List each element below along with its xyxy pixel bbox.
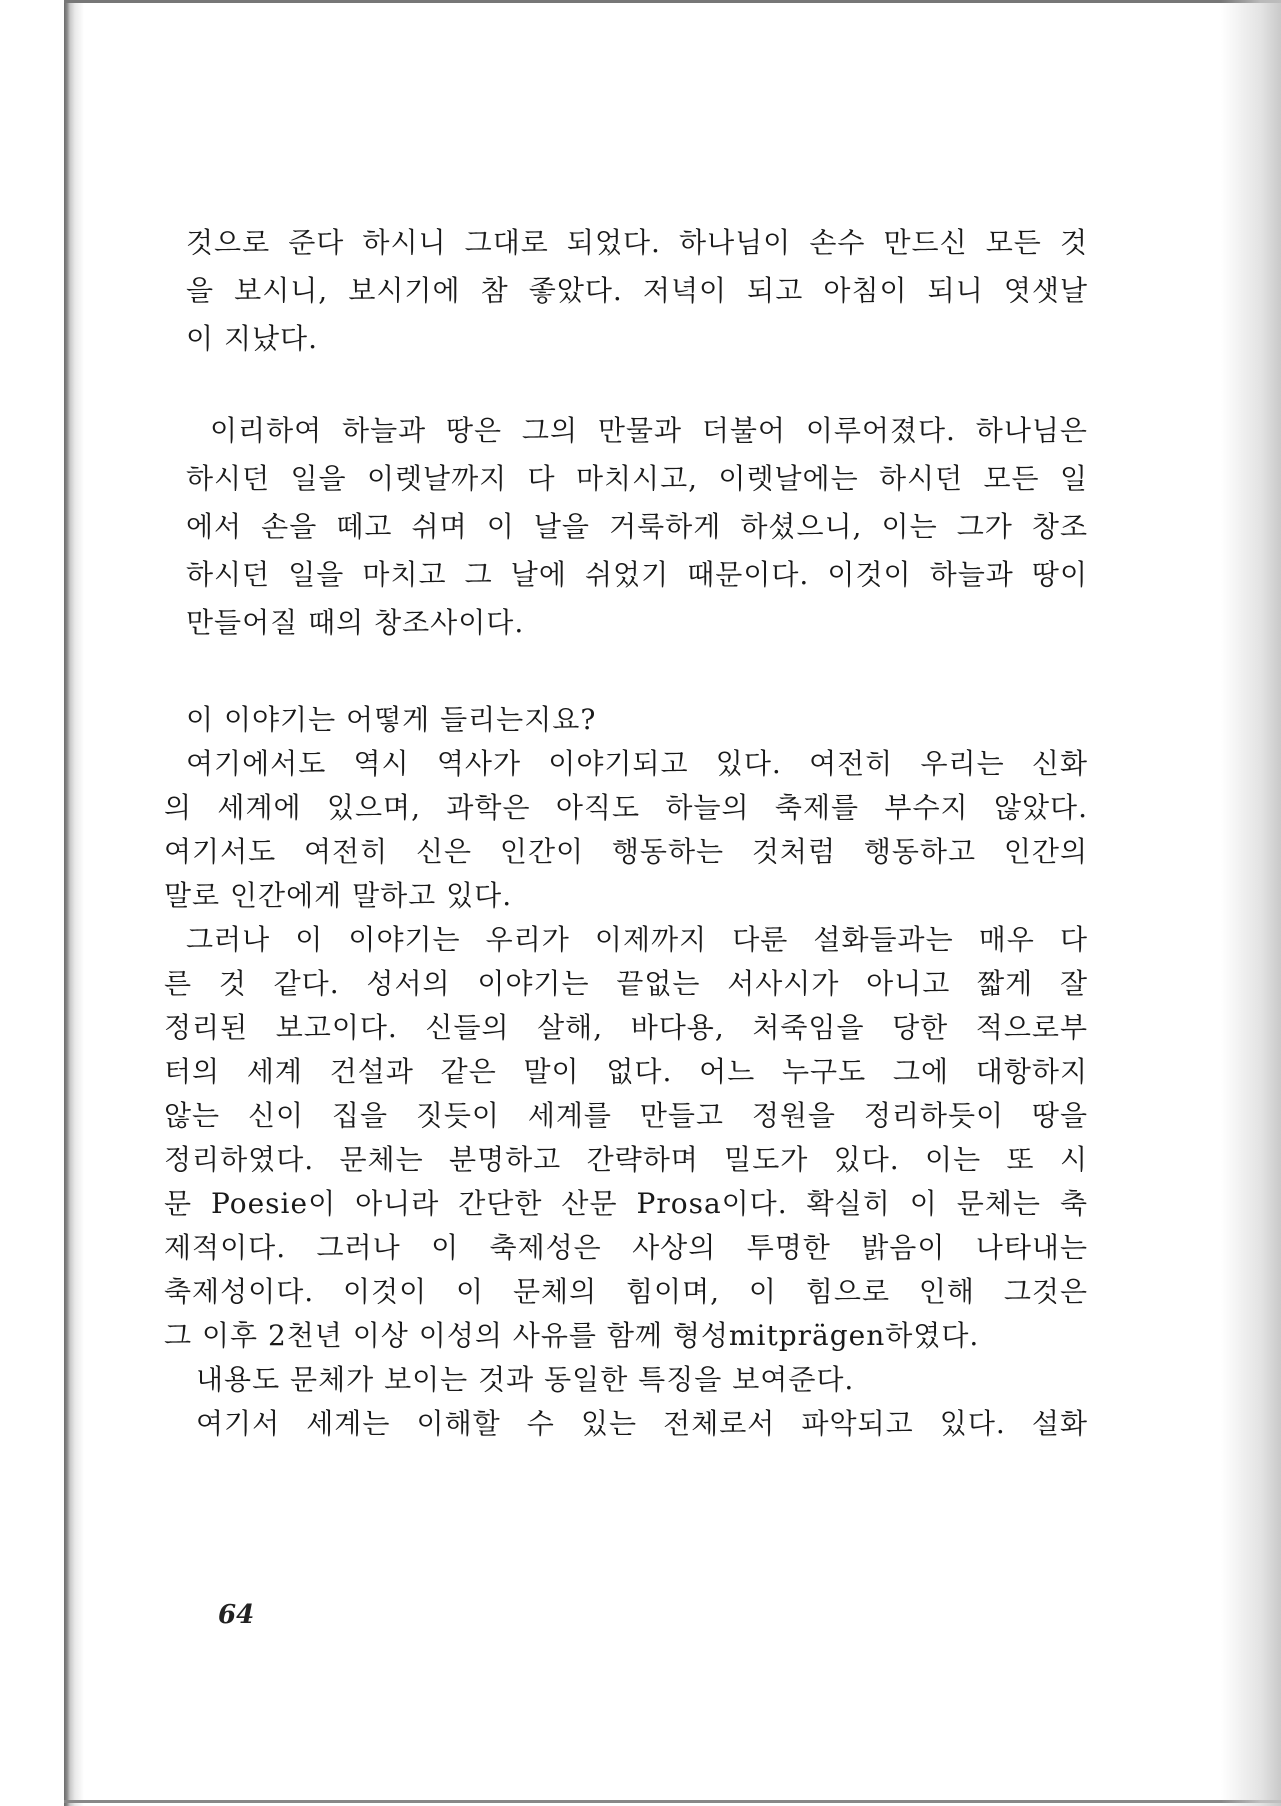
text-line: 의 세계에 있으며, 과학은 아직도 하늘의 축제를 부수지 않았다. [164, 791, 1088, 824]
text-line: 정리하였다. 문체는 분명하고 간략하며 밀도가 있다. 이는 또 시 [164, 1143, 1088, 1176]
text-line: 여기에서도 역시 역사가 이야기되고 있다. 여전히 우리는 신화 [186, 747, 1088, 780]
text-line: 하시던 일을 마치고 그 날에 쉬었기 때문이다. 이것이 하늘과 땅이 [186, 558, 1088, 591]
scripture-paragraph-2-first-line [210, 407, 1088, 455]
text-line: 른 것 같다. 성서의 이야기는 끝없는 서사시가 아니고 짧게 잘 [164, 967, 1088, 1000]
text-line: 말로 인간에게 말하고 있다. [164, 879, 513, 912]
text-line: 그 이후 2천년 이상 이성의 사유를 함께 형성mitprägen하였다. [164, 1319, 980, 1352]
page-right-shadow [1221, 0, 1281, 1806]
question-text: 이 이야기는 어떻게 들리는지요? [186, 703, 597, 736]
page-top-border [64, 0, 1281, 3]
text-line: 하시던 일을 이렛날까지 다 마치시고, 이렛날에는 하시던 모든 일 [186, 462, 1088, 495]
text-line: 을 보시니, 보시기에 참 좋았다. 저녁이 되고 아침이 되니 엿샛날 [186, 274, 1088, 307]
text-line: 제적이다. 그러나 이 축제성은 사상의 투명한 밝음이 나타내는 [164, 1231, 1088, 1264]
page-bottom-border [64, 1800, 1281, 1803]
text-line: 정리된 보고이다. 신들의 살해, 바다용, 처죽임을 당한 적으로부 [164, 1011, 1088, 1044]
question-heading [186, 696, 1088, 744]
text-line: 이리하여 하늘과 땅은 그의 만물과 더불어 이루어졌다. 하나님은 [210, 414, 1088, 447]
text-line: 문 Poesie이 아니라 간단한 산문 Prosa이다. 확실히 이 문체는 축 [164, 1187, 1088, 1220]
scripture-paragraph-1 [186, 219, 1088, 363]
text-line: 내용도 문체가 보이는 것과 동일한 특징을 보여준다. [196, 1363, 855, 1396]
text-line: 않는 신이 집을 짓듯이 세계를 만들고 정원을 정리하듯이 땅을 [164, 1099, 1088, 1132]
text-line: 여기서 세계는 이해할 수 있는 전체로서 파악되고 있다. 설화 [196, 1407, 1088, 1440]
book-page-edge [64, 0, 84, 1806]
scripture-paragraph-2 [186, 455, 1088, 647]
text-line: 여기서도 여전히 신은 인간이 행동하는 것처럼 행동하고 인간의 [164, 835, 1088, 868]
text-line: 것으로 준다 하시니 그대로 되었다. 하나님이 손수 만드신 모든 것 [186, 226, 1088, 259]
text-line: 축제성이다. 이것이 이 문체의 힘이며, 이 힘으로 인해 그것은 [164, 1275, 1088, 1308]
commentary-body [164, 742, 1088, 1446]
text-line: 에서 손을 떼고 쉬며 이 날을 거룩하게 하셨으니, 이는 그가 창조 [186, 510, 1088, 543]
text-line: 그러나 이 이야기는 우리가 이제까지 다룬 설화들과는 매우 다 [186, 923, 1088, 956]
text-line: 터의 세계 건설과 같은 말이 없다. 어느 누구도 그에 대항하지 [164, 1055, 1088, 1088]
text-line: 만들어질 때의 창조사이다. [186, 606, 525, 639]
text-line: 이 지났다. [186, 322, 318, 355]
page-number: 64 [218, 1600, 255, 1630]
